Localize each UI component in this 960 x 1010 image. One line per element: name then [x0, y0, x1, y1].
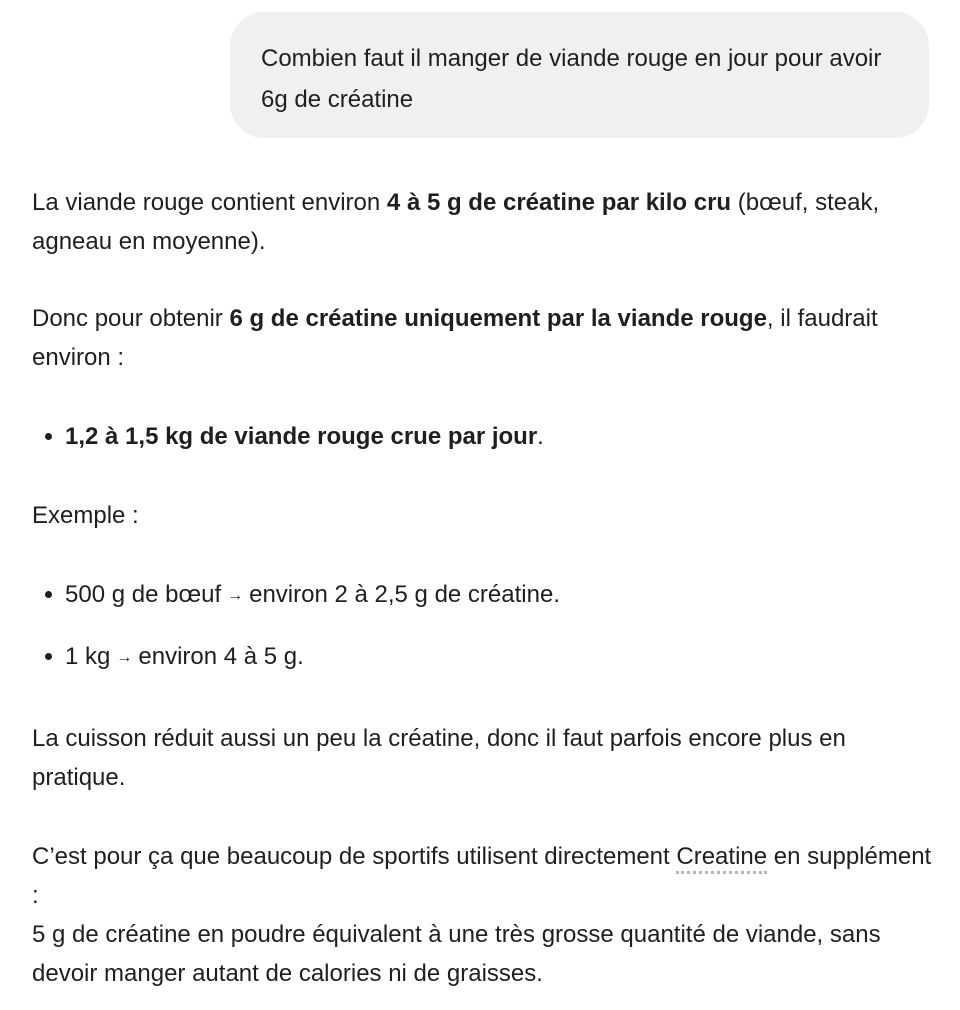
answer-p4-text-end: en supplément : — [32, 843, 932, 909]
example-result: environ 4 à 5 g. — [138, 643, 304, 670]
summary-bold: 1,2 à 1,5 kg de viande rouge crue par jour — [65, 423, 538, 450]
arrow-icon: → — [116, 649, 133, 666]
answer-p1-bold: 4 à 5 g de créatine par kilo cru — [386, 189, 732, 216]
arrow-icon: → — [227, 587, 244, 604]
list-item — [32, 637, 932, 679]
answer-summary-list — [32, 417, 932, 456]
user-message-text: Combien faut il manger de viande rouge en jour pour avoir 6g de créatine — [261, 45, 882, 113]
answer-paragraph-supplement — [32, 837, 932, 915]
creatine-entity-link[interactable]: Creatine — [676, 843, 767, 874]
example-quantity: 1 kg — [65, 643, 111, 670]
example-list — [32, 575, 932, 679]
user-message-bubble — [230, 12, 929, 138]
list-item — [32, 417, 932, 456]
assistant-response — [32, 183, 932, 993]
answer-p2-text: Donc pour obtenir — [32, 305, 230, 332]
answer-p1-text-end: (bœuf, steak, agneau en moyenne). — [32, 189, 880, 255]
answer-p4-text: C’est pour ça que beaucoup de sportifs utilisent directement — [32, 843, 677, 870]
list-item — [32, 575, 932, 617]
answer-paragraph-needed-amount — [32, 299, 932, 377]
answer-p2-text-end: , il faudrait environ : — [32, 305, 878, 371]
example-label: Exemple : — [32, 502, 139, 529]
answer-paragraph-cooking: La cuisson réduit aussi un peu la créatine, donc il faut parfois encore plus en pratique. — [32, 725, 846, 791]
answer-paragraph-creatine-content — [32, 183, 932, 261]
example-result: environ 2 à 2,5 g de créatine. — [249, 581, 560, 608]
answer-paragraph-powder: 5 g de créatine en poudre équivalent à une très grosse quantité de viande, sans devoir manger autant de calories ni de graisses. — [32, 921, 881, 987]
summary-end: . — [537, 423, 544, 450]
answer-p2-bold: 6 g de créatine uniquement par la viande rouge — [229, 305, 767, 332]
answer-p1-text: La viande rouge contient environ — [32, 189, 387, 216]
example-quantity: 500 g de bœuf — [65, 581, 222, 608]
